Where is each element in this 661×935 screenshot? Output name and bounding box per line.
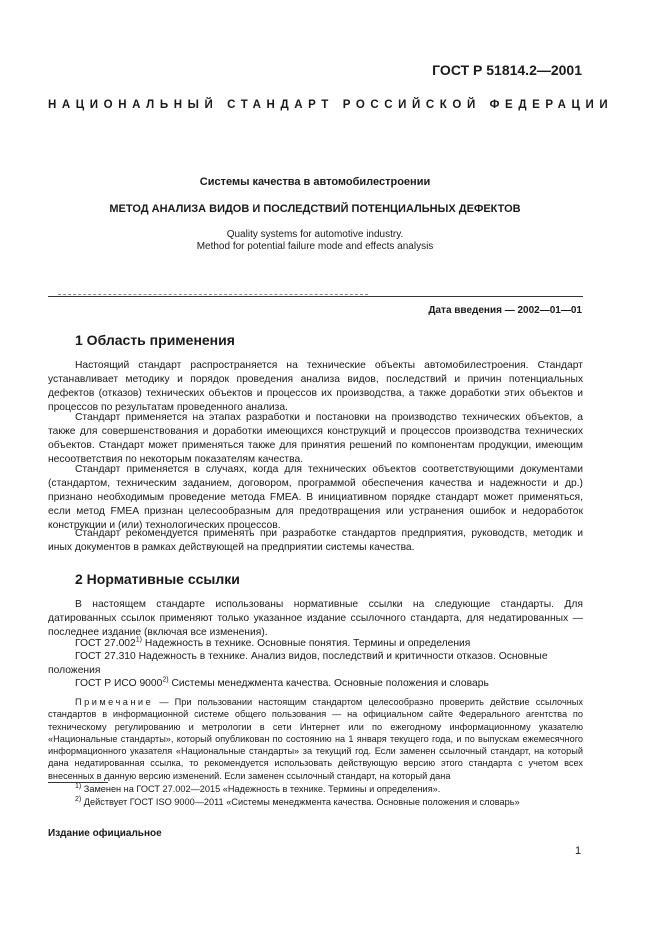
section-1-paragraph: Стандарт применяется в случаях, когда для технических объектов соответствующими документами (стандартом, техническим заданием, договором, программой обеспечения качества и надежности и др.) признано необходимым проведение метода FMEA. В инициативном порядке стандарт может применяться, если метод FMEA признан целесообразным для предотвращения или устранения ошибок и недоработок конструкции и (или) технологических процессов. bbox=[48, 464, 583, 531]
section-1-paragraph: Настоящий стандарт распространяется на технические объекты автомобилестроения. Стандарт устанавливает методику и порядок проведения анализа видов, последствий и причин потенциальных дефектов (отказов) технических объектов и процессов их производства, а также доработки этих объектов и процессов по результатам проведенного анализа. bbox=[48, 360, 583, 413]
section-2-heading: 2 Нормативные ссылки bbox=[75, 571, 240, 587]
header-divider bbox=[48, 296, 583, 297]
document-title-line2: МЕТОД АНАЛИЗА ВИДОВ И ПОСЛЕДСТВИЙ ПОТЕНЦИАЛЬНЫХ ДЕФЕКТОВ bbox=[109, 203, 521, 215]
footnote bbox=[75, 783, 440, 795]
note-label: Примечание bbox=[75, 697, 154, 707]
normative-reference: ГОСТ 27.310 Надежность в технике. Анализ видов, последствий и критичности отказов. Основные положения bbox=[48, 651, 548, 676]
footnote-marker: 1) bbox=[135, 636, 142, 644]
footnote-mark: 2) bbox=[75, 795, 82, 803]
english-title-line1: Quality systems for automotive industry. bbox=[226, 229, 404, 240]
reference-code: ГОСТ Р ИСО 9000 bbox=[75, 678, 163, 689]
decorative-dash-line bbox=[58, 294, 368, 295]
page-number: 1 bbox=[575, 845, 582, 857]
introduction-date: Дата введения — 2002—01—01 bbox=[428, 305, 582, 316]
normative-reference bbox=[75, 637, 583, 651]
footnote-text: Заменен на ГОСТ 27.002—2015 «Надежность в технике. Термины и определения». bbox=[81, 784, 441, 794]
standard-number: ГОСТ Р 51814.2—2001 bbox=[432, 62, 582, 78]
footnote bbox=[75, 796, 520, 808]
footnote-text: Действует ГОСТ ISO 9000—2011 «Системы менеджмента качества. Основные положения и словарь» bbox=[81, 797, 520, 807]
footnote-marker: 2) bbox=[162, 676, 169, 684]
section-1-heading: 1 Область применения bbox=[75, 332, 235, 348]
reference-title: Системы менеджмента качества. Основные положения и словарь bbox=[168, 678, 489, 689]
document-title-line1: Системы качества в автомобилестроении bbox=[199, 176, 431, 188]
note-block bbox=[48, 696, 583, 782]
national-standard-banner: НАЦИОНАЛЬНЫЙ СТАНДАРТ РОССИЙСКОЙ ФЕДЕРАЦИИ bbox=[48, 99, 614, 111]
reference-title: Надежность в технике. Основные понятия. Термины и определения bbox=[141, 638, 471, 649]
section-1-paragraph: Стандарт применяется на этапах разработки и постановки на производство технических объектов, а также для совершенствования и доработки имеющихся конструкций и процессов производства технических объектов. Стандарт может применяться также для принятия решений по компонентам продукции, имеющим несоответствия по некоторым показателям качества. bbox=[48, 412, 583, 465]
footnote-mark: 1) bbox=[75, 782, 82, 790]
english-title-line2: Method for potential failure mode and effects analysis bbox=[196, 241, 434, 252]
section-1-paragraph: Стандарт рекомендуется применять при разработке стандартов предприятия, руководств, методик и иных документов в рамках действующей на предприятии системы качества. bbox=[48, 528, 583, 553]
reference-code: ГОСТ 27.002 bbox=[75, 638, 136, 649]
normative-reference bbox=[75, 677, 583, 691]
official-edition-label: Издание официальное bbox=[48, 828, 162, 839]
section-2-intro: В настоящем стандарте использованы нормативные ссылки на следующие стандарты. Для датированных ссылок применяют только указанное издание ссылочного стандарта, для недатированных — последнее издание (включая все изменения). bbox=[48, 599, 583, 638]
note-text: — При пользовании настоящим стандартом целесообразно проверить действие ссылочных стандартов в информационной системе общего пользования — на официальном сайте Федерального агентства по техническому регулированию и метрологии в сети Интернет или по ежегодному информационному указателю «Национальные стандарты», который опубликован по состоянию на 1 января текущего года, и по выпускам ежемесячного информационного указателя «Национальные стандарты» за текущий год. Если заменен ссылочный стандарт, на который дана недатированная ссылка, то рекомендуется использовать действующую версию этого стандарта с учетом всех внесенных в данную версию изменений. Если заменен ссылочный стандарт, на который дана bbox=[48, 697, 583, 781]
